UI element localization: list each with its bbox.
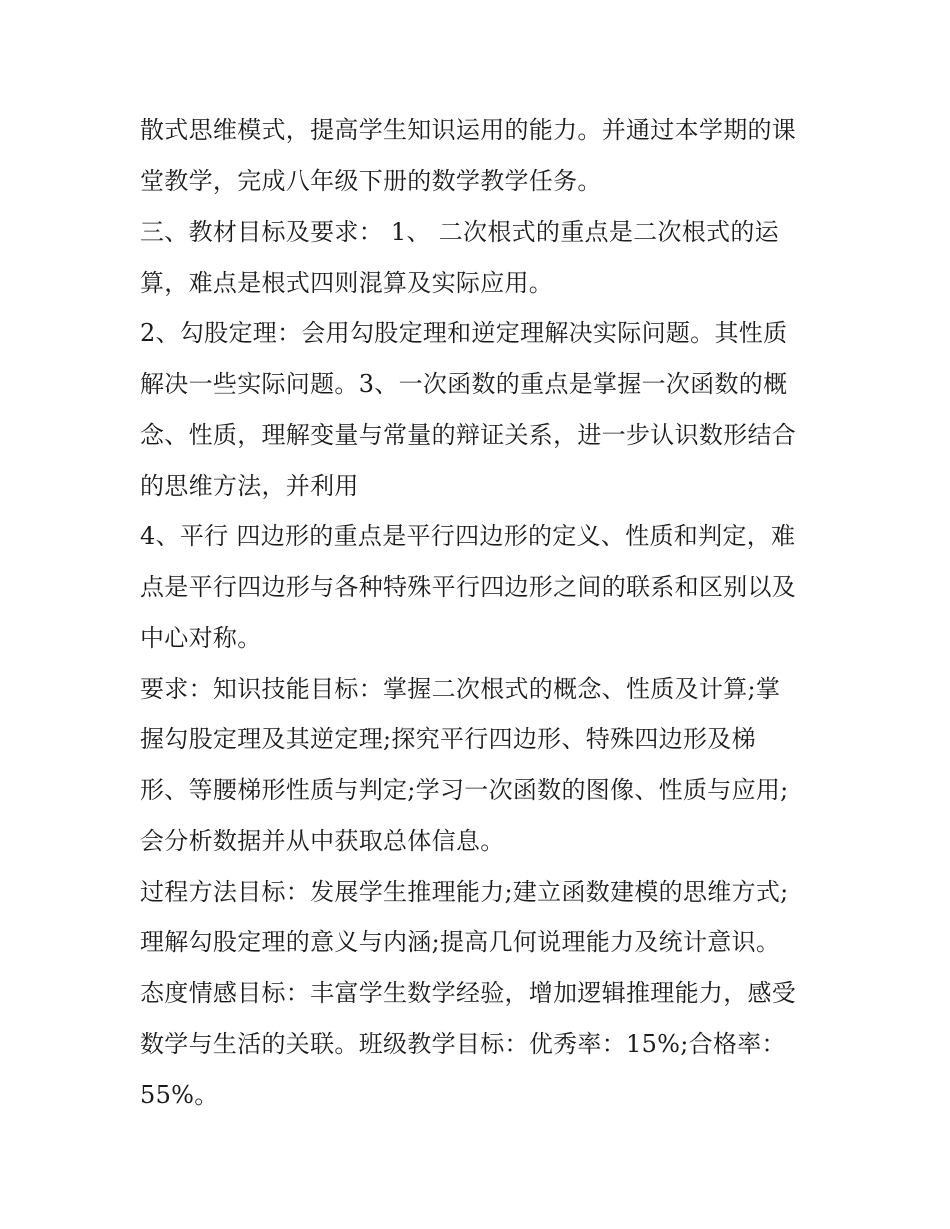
text-line: 2、勾股定理：会用勾股定理和逆定理解决实际问题。其性质 (140, 319, 788, 347)
text-line: 中心对称。 (140, 624, 262, 652)
text-line: 理解勾股定理的意义与内涵;提高几何说理能力及统计意识。 (140, 928, 781, 956)
text-line: 会分析数据并从中获取总体信息。 (140, 827, 505, 855)
text-line: 4、平行 四边形的重点是平行四边形的定义、性质和判定，难 (140, 522, 796, 550)
text-line: 握勾股定理及其逆定理;探究平行四边形、特殊四边形及梯 (140, 725, 756, 753)
text-line: 数学与生活的关联。班级教学目标：优秀率：15%;合格率： (140, 1030, 786, 1058)
text-line: 散式思维模式，提高学生知识运用的能力。并通过本学期的课 (140, 116, 797, 144)
text-line: 解决一些实际问题。3、一次函数的重点是掌握一次函数的概 (140, 370, 788, 398)
text-line: 堂教学，完成八年级下册的数学教学任务。 (140, 167, 602, 195)
text-line: 形、等腰梯形性质与判定;学习一次函数的图像、性质与应用; (140, 776, 789, 804)
text-line: 点是平行四边形与各种特殊平行四边形之间的联系和区别以及 (140, 573, 797, 601)
text-line: 态度情感目标：丰富学生数学经验，增加逻辑推理能力，感受 (140, 979, 797, 1007)
text-line: 要求：知识技能目标：掌握二次根式的概念、性质及计算;掌 (140, 675, 781, 703)
section-heading-line: 三、教材目标及要求： 1、 二次根式的重点是二次根式的运 (140, 218, 779, 246)
text-line: 的思维方法，并利用 (140, 472, 359, 500)
text-line: 过程方法目标：发展学生推理能力;建立函数建模的思维方式; (140, 878, 789, 906)
text-line: 念、性质，理解变量与常量的辩证关系，进一步认识数形结合 (140, 421, 797, 449)
text-line: 55%。 (140, 1081, 219, 1109)
text-line: 算，难点是根式四则混算及实际应用。 (140, 269, 554, 297)
